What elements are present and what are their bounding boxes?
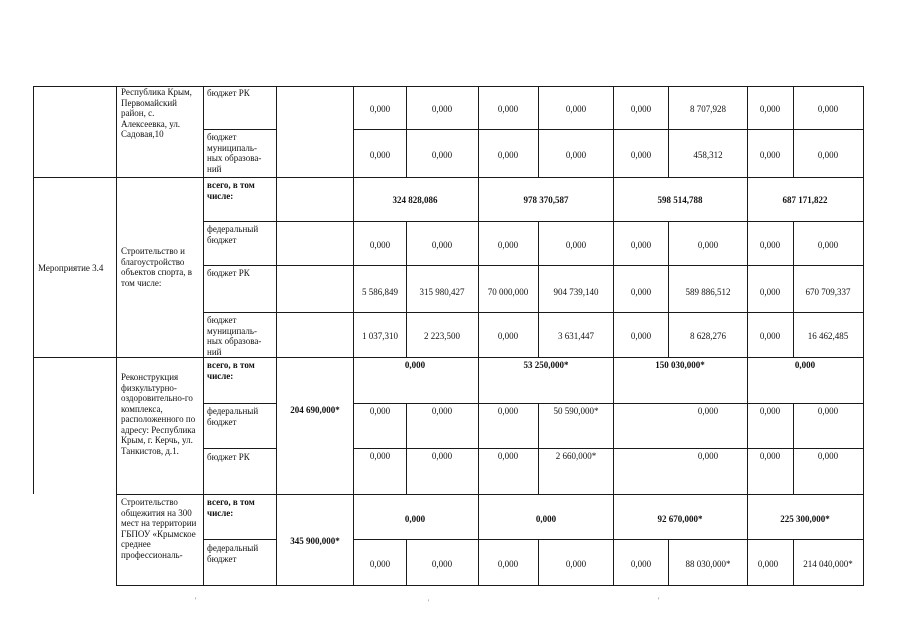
value-cell: 0,000 bbox=[697, 240, 719, 250]
value-cell: 3 631,447 bbox=[558, 331, 594, 341]
total-value: 0,000 bbox=[404, 514, 426, 524]
object-description: Реконструкция физкультурно-оздоровительно-го комплекса, расположенного по адресу: Республика Крым, г. Керчь, ул. Танкистов, д.1. bbox=[121, 372, 196, 456]
measure-description: Строительство и благоустройство объектов спорта, в том числе: bbox=[121, 246, 193, 288]
value-cell: 0,000 bbox=[630, 559, 652, 569]
value-cell: 0,000 bbox=[497, 104, 519, 114]
value-cell: 0,000 bbox=[757, 559, 779, 569]
value-cell: 50 590,000* bbox=[553, 406, 599, 416]
value-cell: 0,000 bbox=[369, 104, 391, 114]
total-value: 92 670,000* bbox=[657, 514, 703, 524]
total-value: 0,000 bbox=[535, 514, 557, 524]
value-cell: 8 628,276 bbox=[690, 331, 726, 341]
value-cell: 904 739,140 bbox=[553, 287, 599, 297]
value-cell: 0,000 bbox=[431, 451, 453, 461]
row-divider bbox=[203, 265, 863, 266]
value-cell: 2 223,500 bbox=[424, 331, 460, 341]
value-cell: 0,000 bbox=[697, 406, 719, 416]
value-cell: 0,000 bbox=[497, 331, 519, 341]
value-cell: 0,000 bbox=[369, 406, 391, 416]
budget-rk-label: бюджет РК bbox=[207, 452, 250, 462]
total-value: 0,000 bbox=[404, 360, 426, 370]
federal-label: федеральный бюджет bbox=[207, 406, 259, 427]
budget-mun-label: бюджет муниципаль-ных образова-ний bbox=[207, 132, 262, 174]
value-cell: 0,000 bbox=[497, 240, 519, 250]
value-cell: 0,000 bbox=[431, 104, 453, 114]
value-cell: 458,312 bbox=[693, 150, 723, 160]
scan-speck: ' bbox=[195, 596, 197, 605]
value-cell: 0,000 bbox=[497, 451, 519, 461]
object-cost: 204 690,000* bbox=[290, 405, 340, 415]
value-cell: 16 462,485 bbox=[807, 331, 849, 341]
value-cell: 0,000 bbox=[369, 451, 391, 461]
value-cell: 0,000 bbox=[697, 451, 719, 461]
value-cell: 0,000 bbox=[817, 150, 839, 160]
value-cell: 5 586,849 bbox=[362, 287, 398, 297]
value-cell: 0,000 bbox=[630, 150, 652, 160]
budget-rk-label: бюджет РК bbox=[207, 88, 250, 98]
value-cell: 0,000 bbox=[369, 559, 391, 569]
value-cell: 0,000 bbox=[565, 150, 587, 160]
federal-label: федеральный бюджет bbox=[207, 543, 259, 564]
value-cell: 0,000 bbox=[817, 406, 839, 416]
col-border bbox=[33, 86, 34, 494]
col-border bbox=[538, 221, 539, 357]
value-cell: 0,000 bbox=[630, 104, 652, 114]
value-cell: 70 000,000 bbox=[487, 287, 529, 297]
object-description: Строительство общежития на 300 мест на территории ГБПОУ «Крымское среднее профессиональ- bbox=[121, 497, 197, 560]
col-border bbox=[863, 86, 864, 586]
row-divider bbox=[203, 221, 863, 222]
col-border bbox=[406, 403, 407, 494]
measure-title: Мероприятие 3.4 bbox=[38, 263, 104, 273]
value-cell: 0,000 bbox=[630, 287, 652, 297]
value-cell: 0,000 bbox=[759, 451, 781, 461]
row-divider bbox=[203, 312, 863, 313]
value-cell: 0,000 bbox=[431, 406, 453, 416]
col-border bbox=[406, 221, 407, 357]
col-border bbox=[538, 403, 539, 494]
value-cell: 0,000 bbox=[431, 240, 453, 250]
col-border bbox=[793, 539, 794, 586]
col-border bbox=[538, 539, 539, 586]
table-bottom-border bbox=[116, 585, 863, 586]
col-border bbox=[203, 86, 204, 586]
row-divider bbox=[203, 403, 276, 404]
value-cell: 0,000 bbox=[759, 240, 781, 250]
row-divider bbox=[353, 403, 863, 404]
col-border bbox=[353, 86, 354, 586]
row-divider bbox=[353, 129, 863, 130]
row-divider bbox=[203, 539, 276, 540]
total-label: всего, в том числе: bbox=[207, 180, 255, 201]
col-border bbox=[668, 221, 669, 357]
row-divider bbox=[353, 539, 863, 540]
value-cell: 0,000 bbox=[759, 406, 781, 416]
value-cell: 0,000 bbox=[431, 150, 453, 160]
col-border bbox=[406, 86, 407, 177]
value-cell: 0,000 bbox=[817, 240, 839, 250]
value-cell: 0,000 bbox=[565, 104, 587, 114]
col-border bbox=[406, 539, 407, 586]
value-cell: 88 030,000* bbox=[685, 559, 731, 569]
budget-rk-label: бюджет РК bbox=[207, 268, 250, 278]
col-border bbox=[793, 403, 794, 494]
value-cell: 315 980,427 bbox=[419, 287, 465, 297]
total-value: 0,000 bbox=[794, 360, 816, 370]
value-cell: 214 040,000* bbox=[803, 559, 853, 569]
total-label: всего, в том числе: bbox=[207, 360, 255, 381]
value-cell: 0,000 bbox=[497, 150, 519, 160]
col-border bbox=[478, 86, 479, 586]
value-cell: 0,000 bbox=[431, 559, 453, 569]
federal-label: федеральный бюджет bbox=[207, 224, 259, 245]
value-cell: 0,000 bbox=[759, 150, 781, 160]
value-cell: 0,000 bbox=[817, 104, 839, 114]
col-border bbox=[613, 86, 614, 586]
total-value: 687 171,822 bbox=[782, 195, 828, 205]
scan-speck: ' bbox=[428, 598, 430, 607]
total-value: 324 828,086 bbox=[392, 195, 438, 205]
scan-speck: ' bbox=[658, 596, 660, 605]
col-border bbox=[276, 86, 277, 586]
value-cell: 0,000 bbox=[817, 451, 839, 461]
value-cell: 0,000 bbox=[759, 331, 781, 341]
value-cell: 0,000 bbox=[759, 104, 781, 114]
col-border bbox=[116, 86, 117, 586]
total-value: 598 514,788 bbox=[657, 195, 703, 205]
total-value: 150 030,000* bbox=[655, 360, 705, 370]
value-cell: 589 886,512 bbox=[685, 287, 731, 297]
value-cell: 0,000 bbox=[369, 150, 391, 160]
value-cell: 0,000 bbox=[565, 559, 587, 569]
object-address: Республика Крым, Первомайский район, с. Алексеевка, ул. Садовая,10 bbox=[121, 87, 192, 139]
col-border bbox=[747, 86, 748, 586]
total-label: всего, в том числе: bbox=[207, 497, 255, 518]
budget-mun-label: бюджет муниципаль-ных образова-ний bbox=[207, 315, 262, 357]
value-cell: 2 660,000* bbox=[555, 451, 597, 461]
row-divider bbox=[33, 177, 863, 178]
row-divider bbox=[33, 357, 863, 358]
object-cost: 345 900,000* bbox=[290, 536, 340, 546]
value-cell: 0,000 bbox=[630, 240, 652, 250]
col-border bbox=[668, 86, 669, 177]
col-border bbox=[538, 86, 539, 177]
row-divider bbox=[353, 448, 863, 449]
col-border bbox=[793, 86, 794, 177]
value-cell: 8 707,928 bbox=[690, 104, 726, 114]
value-cell: 0,000 bbox=[369, 240, 391, 250]
total-value: 53 250,000* bbox=[523, 360, 569, 370]
total-value: 978 370,587 bbox=[523, 195, 569, 205]
value-cell: 1 037,310 bbox=[362, 331, 398, 341]
total-value: 225 300,000* bbox=[780, 514, 830, 524]
row-divider bbox=[203, 448, 276, 449]
value-cell: 670 709,337 bbox=[805, 287, 851, 297]
col-border bbox=[793, 221, 794, 357]
row-divider bbox=[203, 129, 276, 130]
value-cell: 0,000 bbox=[497, 559, 519, 569]
value-cell: 0,000 bbox=[630, 331, 652, 341]
value-cell: 0,000 bbox=[497, 406, 519, 416]
row-divider bbox=[116, 494, 863, 495]
value-cell: 0,000 bbox=[759, 287, 781, 297]
value-cell: 0,000 bbox=[565, 240, 587, 250]
col-border bbox=[668, 539, 669, 586]
